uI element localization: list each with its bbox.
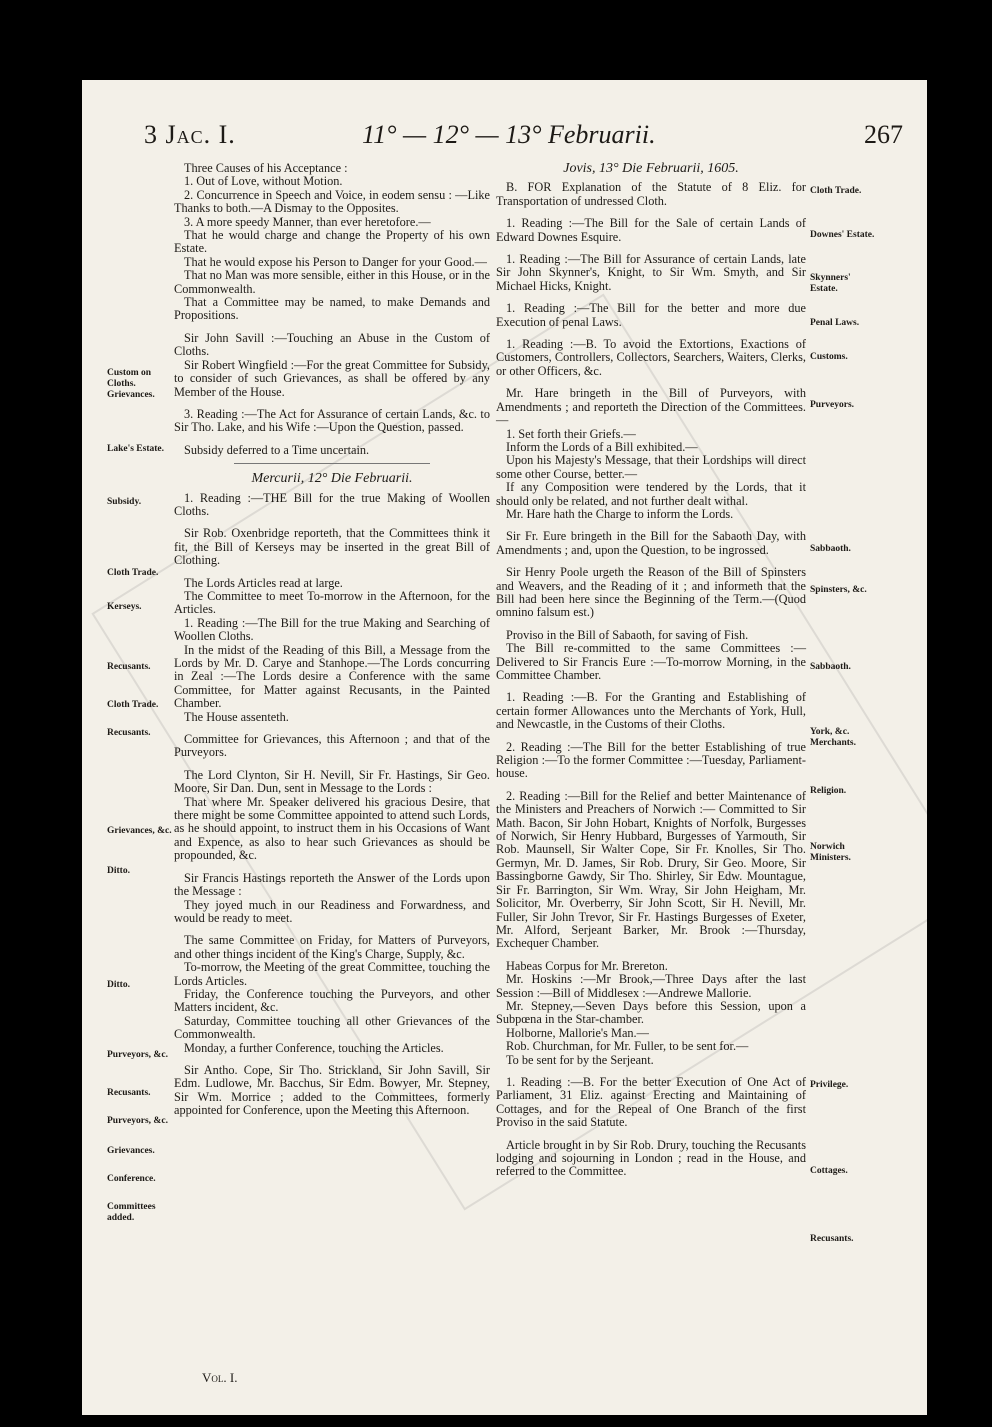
paragraph: Committee for Grievances, this Afternoon ; and that of the Purveyors. xyxy=(174,732,490,760)
header-dates: 11° — 12° — 13° Februarii. xyxy=(362,120,656,149)
page-number: 267 xyxy=(864,120,903,149)
paragraph: 1. Reading :—B. For the Granting and Establishing of certain former Allowances unto the Merchants of York, Hull, and Newcastle, in the Customs of their Cloths. xyxy=(496,690,806,732)
paragraph: Mr. Hare bringeth in the Bill of Purveyors, with Amendments ; and reporteth the Direction of the Committees.— xyxy=(496,386,806,428)
paragraph: 1. Reading :—THE Bill for the true Making of Woollen Cloths. xyxy=(174,490,490,518)
margin-note: Sabbaoth. xyxy=(810,662,851,672)
margin-note: Committees added. xyxy=(107,1202,156,1223)
margin-note: Ditto. xyxy=(107,980,130,990)
margin-note: Religion. xyxy=(810,786,847,796)
paragraph: 3. A more speedy Manner, than ever heretofore.— xyxy=(184,214,431,229)
paragraph: Sir Rob. Oxenbridge reporteth, that the Committees think it fit, the Bill of Kerseys may be inserted in the great Bill of Clothing. xyxy=(174,526,490,568)
paragraph: 1. Reading :—The Bill for Assurance of certain Lands, late Sir John Skynner's, Knight, to Sir Wm. Smyth, and Sir Michael Hicks, Knight. xyxy=(496,252,806,293)
margin-note: Cottages. xyxy=(810,1166,848,1176)
margin-note: Customs. xyxy=(810,352,848,362)
paragraph: Sir Henry Poole urgeth the Reason of the Bill of Spinsters and Weavers, and the Reading of it ; and informeth that the Bill had been here since the Beginning of the Term.—(Quod omnino falsum est.) xyxy=(496,565,806,620)
paragraph: 3. Reading :—The Act for Assurance of certain Lands, &c. to Sir Tho. Lake, and his Wife :—Upon the Question, passed. xyxy=(174,406,490,435)
margin-note: Spinsters, &c. xyxy=(810,585,867,595)
margin-note: Cloth Trade. xyxy=(107,568,159,578)
margin-note: Grievances. xyxy=(107,1146,155,1156)
paragraph: Article brought in by Sir Rob. Drury, touching the Recusants lodging and sojourning in London ; read in the House, and referred to the Committee. xyxy=(496,1137,806,1179)
right-column xyxy=(496,162,806,1179)
paragraph: Proviso in the Bill of Sabaoth, for saving of Fish. xyxy=(506,627,749,642)
paragraph: Sir Francis Hastings reporteth the Answer of the Lords upon the Message : xyxy=(174,870,490,899)
margin-note: Recusants. xyxy=(810,1234,854,1244)
paragraph: Inform the Lords of a Bill exhibited.— xyxy=(506,439,698,454)
paragraph: 1. Reading :—The Bill for the better and more due Execution of penal Laws. xyxy=(496,301,806,329)
paragraph: 1. Reading :—The Bill for the true Making and Searching of Woollen Cloths. xyxy=(174,615,490,644)
margin-note: Ditto. xyxy=(107,866,130,876)
paragraph: Rob. Churchman, for Mr. Fuller, to be sent for.— xyxy=(506,1039,749,1054)
margin-note: Recusants. xyxy=(107,662,151,672)
running-header xyxy=(82,120,927,160)
margin-note: Grievances, &c. xyxy=(107,826,172,836)
paragraph: Habeas Corpus for Mr. Brereton. xyxy=(506,958,668,973)
paragraph: 2. Reading :—The Bill for the better Establishing of true Religion :—To the former Committee :—Tuesday, Parliament-house. xyxy=(496,739,806,781)
margin-note: Privilege. xyxy=(810,1080,849,1090)
paragraph: The House assenteth. xyxy=(184,709,289,724)
paragraph: That he would expose his Person to Danger for your Good.— xyxy=(184,254,487,269)
paragraph: Mr. Stepney,—Seven Days before this Session, upon a Subpœna in the Star-chamber. xyxy=(496,998,806,1027)
paragraph: B. FOR Explanation of the Statute of 8 Eliz. for Transportation of undressed Cloth. xyxy=(496,180,806,208)
section-date: Jovis, 13° Die Februarii, 1605. xyxy=(563,161,739,176)
paragraph: Subsidy deferred to a Time uncertain. xyxy=(184,442,370,457)
left-column xyxy=(174,162,490,1118)
header-left: 3 Jac. I. xyxy=(144,120,236,149)
margin-note: Recusants. xyxy=(107,728,151,738)
margin-note: Cloth Trade. xyxy=(107,700,159,710)
section-date: Mercurii, 12° Die Februarii. xyxy=(251,471,413,487)
paragraph: Sir Fr. Eure bringeth in the Bill for the Sabaoth Day, with Amendments ; and, upon the Question, to be ingrossed. xyxy=(496,529,806,557)
margin-note: Sabbaoth. xyxy=(810,544,851,554)
paragraph: To be sent for by the Serjeant. xyxy=(506,1052,654,1067)
paragraph: The Bill re-committed to the same Committees :— Delivered to Sir Francis Eure :—To-morrow Morning, in the Committee Chamber. xyxy=(496,641,806,682)
paragraph: Saturday, Committee touching all other Grievances of the Commonwealth. xyxy=(174,1013,490,1042)
margin-note: Lake's Estate. xyxy=(107,444,164,454)
margin-note: Recusants. xyxy=(107,1088,151,1098)
paragraph: Monday, a further Conference, touching the Articles. xyxy=(184,1040,444,1055)
margin-note: Purveyors. xyxy=(810,400,855,410)
paragraph: 1. Reading :—B. For the better Execution of One Act of Parliament, 31 Eliz. against Erecting and Maintaining of Cottages, and for the Repeal of One Branch of the first Proviso in the said Statute. xyxy=(496,1074,806,1130)
paragraph: To-morrow, the Meeting of the great Committee, touching the Lords Articles. xyxy=(174,960,490,988)
paragraph: The same Committee on Friday, for Matters of Purveyors, and other things incident of the King's Charge, Supply, &c. xyxy=(174,933,490,961)
paragraph: Mr. Hoskins :—Mr Brook,—Three Days after the last Session :—Bill of Middlesex :—Andrewe Mallorie. xyxy=(496,972,806,1000)
margin-note: York, &c. Merchants. xyxy=(810,727,856,748)
paragraph: 2. Reading :—Bill for the Relief and better Maintenance of the Ministers and Preachers of Norwich :— Committed to Sir Math. Bacon, Sir John Hobart, Knights of Norfolk, Burgesses of Norwich, Sir Henry Hubbard, Burgesses of Yarmouth, Sir Rob. Maunsell, Sir Walter Cope, Sir Fr. Knolles, Sir Tho. Germyn, Mr. D. James, Sir Rob. Drury, Sir Geo. Moore, Sir Bassingborne Gawdy, Sir Tho. Shirley, Sir Edw. Mountague, Sir Fr. Barrington, Sir Wm. Wray, Sir John Heigham, Mr. Solicitor, Mr. Overberry, Sir John Scott, Sir H. Nevill, Mr. Fuller, Sir John Trevor, Sir Fr. Hastings Burgesses of Exeter, Mr. Alford, Serjeant Barker, Mr. Brook :—Thursday, Exchequer Chamber. xyxy=(496,788,806,951)
paragraph: Sir Robert Wingfield :—For the great Committee for Subsidy, to consider of such Grievances, as shall be offered by any Member of the House. xyxy=(174,357,490,399)
paragraph: The Committee to meet To-morrow in the Afternoon, for the Articles. xyxy=(174,588,490,617)
margin-note: Skynners' Estate. xyxy=(810,273,851,294)
margin-note: Custom on Cloths. xyxy=(107,368,152,389)
paragraph: If any Composition were tendered by the Lords, that it should only be related, and not further dealt withal. xyxy=(496,480,806,508)
paragraph: Holborne, Mallorie's Man.— xyxy=(506,1025,649,1040)
margin-note: Kerseys. xyxy=(107,602,142,612)
paragraph: Upon his Majesty's Message, that their Lordships will direct some other Course, better.— xyxy=(496,453,806,481)
paragraph: That a Committee may be named, to make Demands and Propositions. xyxy=(174,295,490,323)
section-rule xyxy=(234,463,430,464)
margin-note: Purveyors, &c. xyxy=(107,1116,168,1126)
margin-note: Subsidy. xyxy=(107,497,142,507)
paragraph: 1. Out of Love, without Motion. xyxy=(184,174,343,189)
paragraph: Three Causes of his Acceptance : xyxy=(184,161,348,175)
paragraph: The Lord Clynton, Sir H. Nevill, Sir Fr. Hastings, Sir Geo. Moore, Sir Dan. Dun, sent in Message to the Lords : xyxy=(174,767,490,796)
margin-note: Penal Laws. xyxy=(810,318,860,328)
paragraph: Friday, the Conference touching the Purveyors, and other Matters incident, &c. xyxy=(174,986,490,1015)
volume-footer: Vol. I. xyxy=(202,1370,238,1385)
paragraph: Sir John Savill :—Touching an Abuse in the Custom of Cloths. xyxy=(174,330,490,359)
paragraph: That where Mr. Speaker delivered his gracious Desire, that there might be some Committee appointed to attend such Lords, as he should appoint, to instruct them in his Occasions of Want and Expence, as also to hear such Grievances as should be propounded, &c. xyxy=(174,794,490,863)
journal-page xyxy=(82,80,927,1415)
paragraph: In the midst of the Reading of this Bill, a Message from the Lords by Mr. D. Carye and Stanhope.—The Lords concurring in Zeal :—The Lords desire a Conference with the same Committee, for Matter against Recusants, in the Painted Chamber. xyxy=(174,642,490,711)
margin-note: Purveyors, &c. xyxy=(107,1050,168,1060)
margin-note: Downes' Estate. xyxy=(810,230,875,240)
margin-note: Cloth Trade. xyxy=(810,186,862,196)
paragraph: 1. Reading :—B. To avoid the Extortions, Exactions of Customers, Controllers, Collectors, Searchers, Waiters, Clerks, or other Officers, &c. xyxy=(496,337,806,378)
paragraph: The Lords Articles read at large. xyxy=(184,575,343,590)
paragraph: Sir Antho. Cope, Sir Tho. Strickland, Sir John Savill, Sir Edm. Ludlowe, Mr. Bacchus, Sir Edm. Bowyer, Mr. Stepney, Sir Wm. Morrice ; added to the Committees, formerly appointed for Conference, upon the Meeting this Afternoon. xyxy=(174,1062,490,1118)
paragraph: Mr. Hare hath the Charge to inform the Lords. xyxy=(506,506,734,521)
paragraph: That no Man was more sensible, either in this House, or in the Commonwealth. xyxy=(174,268,490,296)
paragraph: 2. Concurrence in Speech and Voice, in eodem sensu : —Like Thanks to both.—A Dismay to the Opposites. xyxy=(174,187,490,216)
margin-note: Grievances. xyxy=(107,390,155,400)
paragraph: 1. Set forth their Griefs.— xyxy=(506,426,636,441)
margin-note: Norwich Ministers. xyxy=(810,842,851,863)
paragraph: They joyed much in our Readiness and Forwardness, and would be ready to meet. xyxy=(174,897,490,925)
margin-note: Conference. xyxy=(107,1174,156,1184)
paragraph: 1. Reading :—The Bill for the Sale of certain Lands of Edward Downes Esquire. xyxy=(496,216,806,244)
paragraph: That he would charge and change the Property of his own Estate. xyxy=(174,228,490,256)
